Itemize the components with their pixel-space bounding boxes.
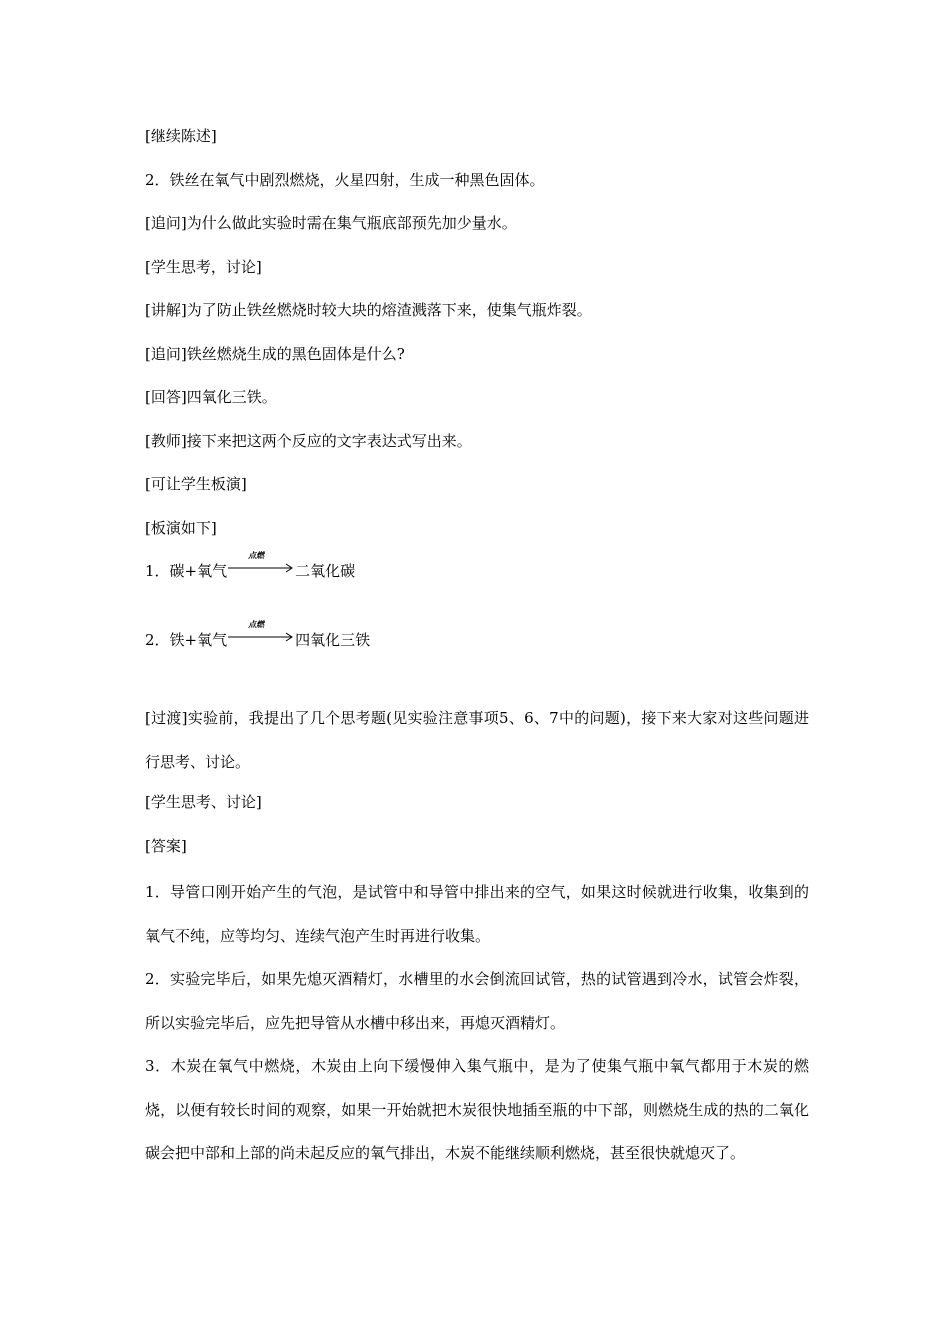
paragraph-answer-label: [答案] [145, 836, 187, 855]
paragraph-transition: [过渡]实验前，我提出了几个思考题(见实验注意事项5、6、7中的问题)，接下来大家对这些问题进行思考、讨论。 [145, 709, 809, 771]
paragraph-answer-1: 1．导管口刚开始产生的气泡，是试管中和导管中排出来的空气，如果这时候就进行收集，收集到的氧气不纯，应等均匀、连续气泡产生时再进行收集。 [145, 883, 809, 945]
reaction-condition: 点燃 [248, 550, 265, 560]
paragraph-answer-3: 3．木炭在氧气中燃烧，木炭由上向下缓慢伸入集气瓶中，是为了使集气瓶中氧气都用于木炭的燃烧，以便有较长时间的观察，如果一开始就把木炭很快地插至瓶的中下部，则燃烧生成的热的二氧化碳会把中部和上部的尚未起反应的氧气排出，木炭不能继续顺利燃烧，甚至很快就熄灭了。 [145, 1057, 809, 1162]
paragraph-continue-statement: [继续陈述] [145, 127, 217, 145]
equation-carbon-oxygen [145, 550, 809, 622]
paragraph-discussion-label: [学生思考、讨论] [145, 793, 262, 811]
reaction-arrow-icon [228, 550, 294, 578]
reaction-arrow-icon [228, 619, 294, 647]
document-page [145, 118, 809, 1176]
paragraph-explanation: [讲解]为了防止铁丝燃烧时较大块的熔渣溅落下来，使集气瓶炸裂。 [145, 301, 592, 319]
paragraph-answer-2: 2．实验完毕后，如果先熄灭酒精灯，水槽里的水会倒流回试管，热的试管遇到冷水，试管会炸裂，所以实验完毕后，应先把导管从水槽中移出来，再熄灭酒精灯。 [145, 970, 809, 1032]
paragraph-board-demo: [可让学生板演] [145, 475, 247, 493]
paragraph-student-discussion: [学生思考，讨论] [145, 257, 262, 276]
paragraph-iron-burning: 2．铁丝在氧气中剧烈燃烧，火星四射，生成一种黑色固体。 [145, 170, 545, 189]
paragraph-teacher-instruction: [教师]接下来把这两个反应的文字表达式写出来。 [145, 431, 472, 450]
paragraph-board-as-follows: [板演如下] [145, 518, 217, 537]
paragraph-question-black-solid: [追问]铁丝燃烧生成的黑色固体是什么? [145, 344, 405, 363]
equation-rhs: 四氧化三铁 [295, 631, 371, 649]
equation-rhs: 二氧化碳 [295, 562, 356, 580]
equation-lhs: 2．铁+氧气 [145, 631, 228, 649]
paragraph-answer-fe3o4: [回答]四氧化三铁。 [145, 388, 277, 406]
equation-iron-oxygen [145, 619, 809, 691]
equation-lhs: 1．碳+氧气 [145, 562, 228, 580]
reaction-condition: 点燃 [248, 619, 265, 629]
paragraph-question-water: [追问]为什么做此实验时需在集气瓶底部预先加少量水。 [145, 214, 517, 232]
